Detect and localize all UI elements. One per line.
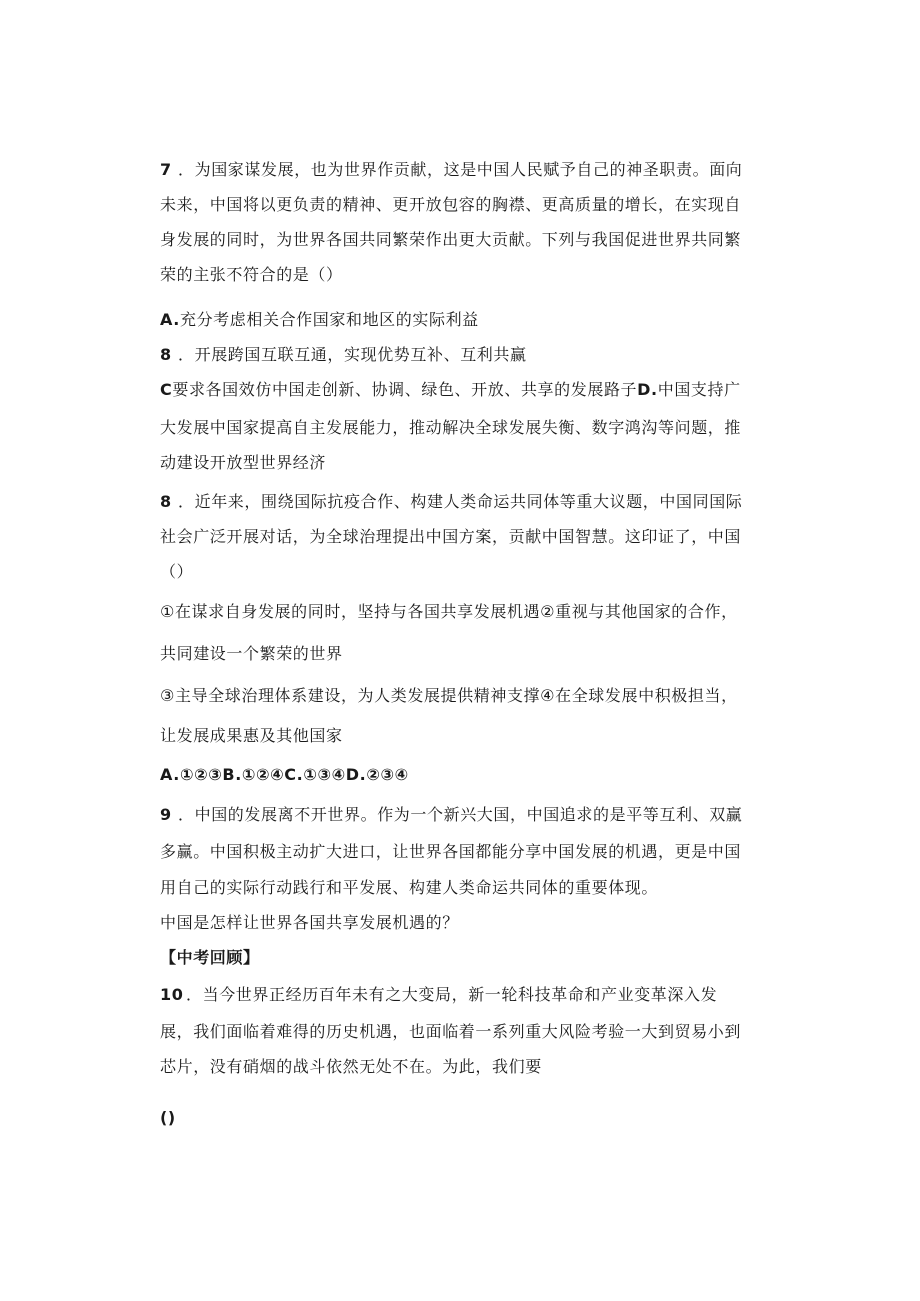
q8-answer-options: A.①②③B.①②④C.①③④D.②③④ xyxy=(160,765,409,784)
q10-line-2: 展，我们面临着难得的历史机遇，也面临着一系列重大风险考验一大到贸易小到 xyxy=(160,1022,742,1041)
q9-line-3: 用自己的实际行动践行和平发展、构建人类命运共同体的重要体现。 xyxy=(160,878,659,897)
q7-line-4: 荣的主张不符合的是（） xyxy=(160,265,343,284)
q7-option-d-line-2: 大发展中国家提高自主发展能力，推动解决全球发展失衡、数字鸿沟等问题，推 xyxy=(160,418,742,437)
q7-text-1: ．为国家谋发展，也为世界作贡献，这是中国人民赋予自己的神圣职责。面向 xyxy=(178,160,743,179)
q9-question: 中国是怎样让世界各国共享发展机遇的？ xyxy=(160,913,459,932)
q9-number: 9 xyxy=(160,805,172,824)
q8-line-2: 社会广泛开展对话，为全球治理提出中国方案，贡献中国智慧。这印证了，中国 xyxy=(160,527,742,546)
q7-option-c-d xyxy=(160,380,760,400)
q7-option-b xyxy=(160,345,760,365)
q7-option-d-text: 中国支持广 xyxy=(657,380,741,399)
q10-number: 10 xyxy=(160,985,184,1004)
q7-option-a-label: A. xyxy=(160,310,180,329)
q7-option-c-text: 要求各国效仿中国走创新、协调、绿色、开放、共享的发展路子 xyxy=(172,380,638,399)
q7-option-c-label: C xyxy=(160,380,173,399)
q7-option-a-text: 充分考虑相关合作国家和地区的实际利益 xyxy=(179,310,479,329)
q7-line-1 xyxy=(160,160,760,180)
q7-option-b-number: 8 xyxy=(160,345,172,364)
q8-statement-1: ①在谋求自身发展的同时，坚持与各国共享发展机遇②重视与其他国家的合作， xyxy=(160,602,738,621)
review-heading: 【中考回顾】 xyxy=(160,948,260,967)
q10-line-3: 芯片，没有硝烟的战斗依然无处不在。为此，我们要 xyxy=(160,1057,542,1076)
q10-answer-blank: () xyxy=(160,1108,176,1127)
q7-option-d-line-3: 动建设开放型世界经济 xyxy=(160,453,327,472)
q7-line-3: 身发展的同时，为世界各国共同繁荣作出更大贡献。下列与我国促进世界共同繁 xyxy=(160,230,742,249)
q10-line-1 xyxy=(160,985,760,1005)
q8-line-1 xyxy=(160,492,760,512)
q7-line-2: 未来，中国将以更负责的精神、更开放包容的胸襟、更高质量的增长，在实现自 xyxy=(160,195,742,214)
q9-text-1: ．中国的发展离不开世界。作为一个新兴大国，中国追求的是平等互利、双赢 xyxy=(178,805,743,824)
q7-option-d-label: D. xyxy=(637,380,658,399)
q8-statement-3-cont: 让发展成果惠及其他国家 xyxy=(160,726,343,745)
q8-line-3: （） xyxy=(160,562,194,581)
q9-line-2: 多赢。中国积极主动扩大进口，让世界各国都能分享中国发展的机遇，更是中国 xyxy=(160,842,742,861)
q8-number: 8 xyxy=(160,492,172,511)
q7-option-b-text: ．开展跨国互联互通，实现优势互补、互利共赢 xyxy=(178,345,527,364)
q8-text-1: ．近年来，围绕国际抗疫合作、构建人类命运共同体等重大议题，中国同国际 xyxy=(178,492,743,511)
q7-option-a xyxy=(160,310,760,330)
q8-statement-1-cont: 共同建设一个繁荣的世界 xyxy=(160,644,343,663)
q8-statement-3: ③主导全球治理体系建设，为人类发展提供精神支撑④在全球发展中积极担当， xyxy=(160,686,738,705)
q7-number: 7 xyxy=(160,160,172,179)
q10-text-1: ．当今世界正经历百年未有之大变局，新一轮科技革命和产业变革深入发 xyxy=(186,985,718,1004)
q9-line-1 xyxy=(160,805,760,825)
